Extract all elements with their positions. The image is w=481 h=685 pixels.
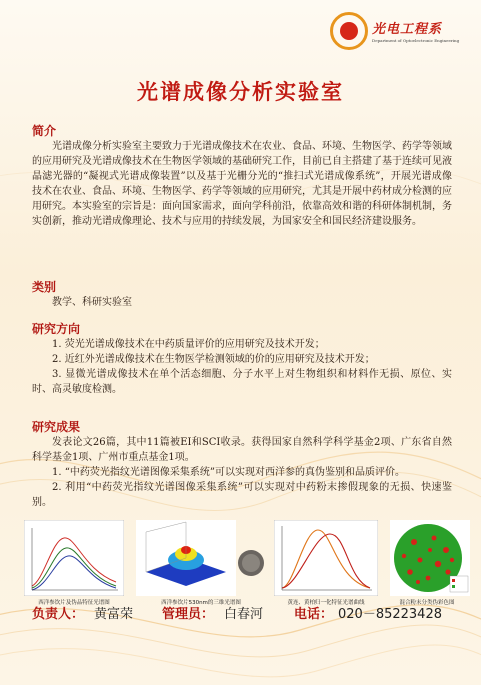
intro-section — [32, 122, 452, 229]
admin-label: 管理员： — [162, 607, 215, 622]
results-paragraph: 发表论文26篇，其中11篇被EI和SCI收录。获得国家自然科学科学基金2项、广东省自然科学基金1项、广州市重点基金1项。 — [32, 437, 452, 463]
intro-text: 光谱成像分析实验室主要致力于光谱成像技术在农业、食品、环境、生物医学、药学等领域的应用研究及光谱成像技术在生物医学领域的基础研究工作，目前已自主搭建了基于连续可见液晶滤光器的“凝视式光谱成像装置”以及基于光栅分光的“推扫式光谱成像系统”，开展光谱成像技术在农业、食品、环境、生物医学、药学等领域的应用研究，尤其是开展中药材成分检测的应用研究。本实验室的宗旨是：面向国家需求，面向学科前沿，依靠高效和谐的科研体制机制，务实创新，推动光谱成像理论、技术与应用的持续发展，为国家安全和国民经济建设服务。 — [32, 141, 452, 227]
logo-emblem-icon — [330, 12, 368, 50]
results-paragraph: 1. “中药荧光指纹光谱图像采集系统”可以实现对西洋参的真伪鉴别和品质评价。 — [52, 467, 405, 478]
manager-name: 黄富荣 — [94, 607, 134, 622]
figure-strip — [24, 520, 469, 606]
contact-footer — [32, 603, 462, 623]
department-logo — [330, 12, 470, 54]
figure-spectral-curves — [24, 520, 124, 596]
page-title: 光谱成像分析实验室 — [137, 79, 344, 104]
phone-number: 020－85223428 — [338, 607, 442, 622]
figure-normalized-curves — [274, 520, 378, 596]
figure-caption: 西洋参饮片530nm的三维光谱图 — [161, 600, 241, 606]
figure-sample-disc — [236, 548, 266, 578]
logo-english-name: Department of Optoelectronic Engineering — [372, 38, 460, 43]
results-heading: 研究成果 — [32, 420, 81, 434]
logo-chinese-name: 光电工程系 — [372, 22, 443, 37]
research-section — [32, 320, 452, 397]
research-item: 3. 显微光谱成像技术在单个活态细胞、分子水平上对生物组织和材料作无损、原位、实时、高灵敏度检测。 — [32, 369, 452, 395]
results-section — [32, 418, 452, 510]
category-heading: 类别 — [32, 280, 57, 294]
figure-3d-spectral — [136, 520, 236, 596]
category-section — [32, 278, 452, 310]
figure-false-color — [390, 520, 470, 596]
research-heading: 研究方向 — [32, 322, 81, 336]
admin-name: 白春河 — [224, 607, 264, 622]
intro-heading: 简介 — [32, 124, 57, 138]
figure-caption: 黄连、黄柏归一化特征光谱曲线 — [287, 600, 365, 606]
research-item: 2. 近红外光谱成像技术在生物医学检测领域的价的应用研究及技术开发； — [52, 354, 375, 365]
manager-label: 负责人： — [32, 607, 85, 622]
figure-caption: 混合粉末分类伪彩色图 — [399, 600, 455, 606]
phone-label: 电话： — [294, 607, 334, 622]
figure-caption: 西洋参饮片及伪品特征光谱图 — [38, 600, 110, 606]
results-paragraph: 2. 利用“中药荧光指纹光谱图像采集系统”可以实现对中药粉末掺假现象的无损、快速鉴别。 — [32, 482, 452, 508]
category-text: 教学、科研实验室 — [52, 297, 132, 308]
research-item: 1. 荧光光谱成像技术在中药质量评价的应用研究及技术开发； — [52, 339, 325, 350]
